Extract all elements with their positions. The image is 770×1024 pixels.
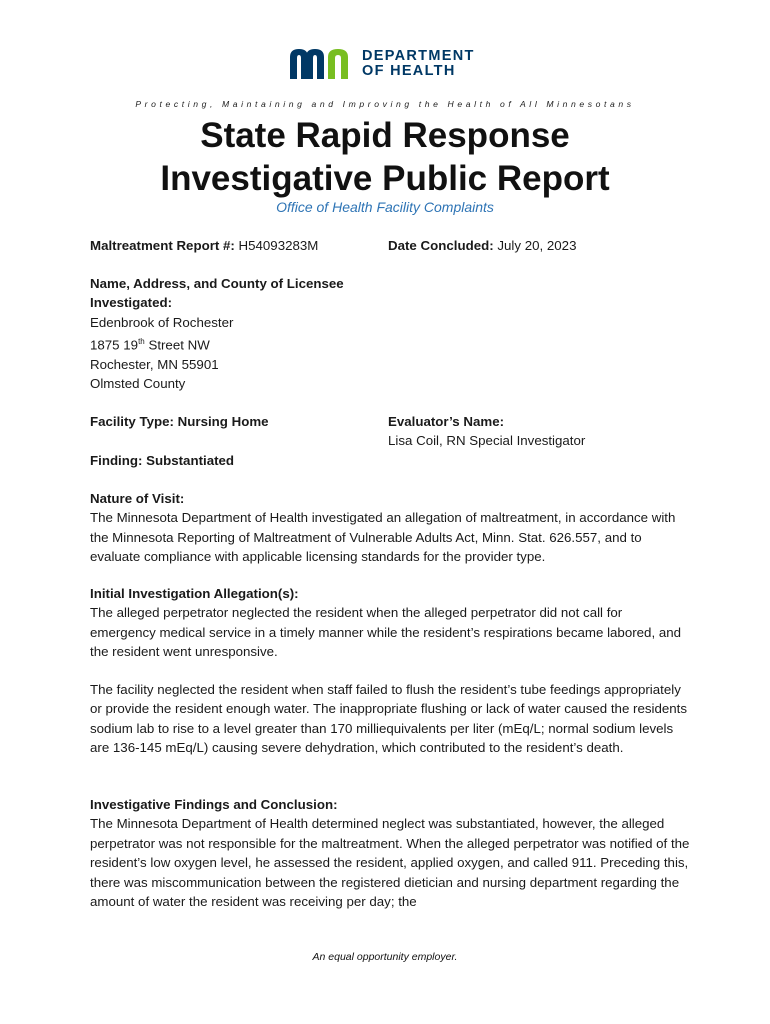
- date-concluded-label: Date Concluded:: [388, 238, 494, 253]
- findings-body: The Minnesota Department of Health determined neglect was substantiated, however, the alleged perpetrator was not responsible for the maltreatment. When the alleged perpetrator was notified of the resident’s low oxygen level, he assessed the resident, applied oxygen, and called 911. Preceding this, there was miscommunication between the registered dietician and nursing department regarding the amount of water the resident was receiving per day; the: [90, 816, 690, 910]
- nature-body: The Minnesota Department of Health investigated an allegation of maltreatment, in accordance with the Minnesota Reporting of Maltreatment of Vulnerable Adults Act, Minn. Stat. 626.557, and to evaluate compliance with applicable licensing standards for the provider type.: [90, 510, 676, 565]
- evaluator-name: Lisa Coil, RN Special Investigator: [388, 433, 586, 449]
- allegations-para-1: The alleged perpetrator neglected the resident when the alleged perpetrator did not call for emergency medical service in a timely manner while the resident’s respirations became labored, and the resident went unresponsive.: [90, 605, 682, 660]
- mdh-logo-mark-icon: [290, 49, 354, 79]
- nature-heading: Nature of Visit:: [90, 491, 185, 506]
- nature-of-visit: [90, 489, 690, 567]
- allegations-para-2: The facility neglected the resident when staff failed to flush the resident’s tube feedings appropriately or provide the resident enough water. The inappropriate flushing or lack of water caused the residents sodium lab to rise to a level greater than 170 milliequivalents per liter (mEq/L; normal sodium levels are 136-145 mEq/L) causing severe dehydration, which contributed to the resident’s death.: [90, 682, 687, 756]
- findings: [90, 795, 690, 911]
- licensee-street: [90, 332, 690, 355]
- licensee-block: [90, 274, 690, 394]
- street-number: 1875 19: [90, 337, 139, 353]
- logo-line-2: OF HEALTH: [362, 63, 456, 79]
- street-name: Street NW: [144, 337, 210, 353]
- report-number-label: Maltreatment Report #:: [90, 238, 235, 253]
- allegations: [90, 584, 690, 662]
- footer: An equal opportunity employer.: [312, 951, 458, 963]
- evaluator-label: Evaluator’s Name:: [388, 414, 505, 429]
- finding: Finding: Substantiated: [90, 453, 235, 468]
- title-line-1: State Rapid Response: [200, 116, 570, 155]
- date-concluded-value: July 20, 2023: [497, 238, 577, 253]
- facility-type: Facility Type: Nursing Home: [90, 414, 269, 429]
- allegations-2: [90, 680, 690, 758]
- date-concluded: [388, 236, 576, 255]
- logo-line-1: DEPARTMENT: [362, 48, 475, 64]
- licensee-label-1: Name, Address, and County of Licensee: [90, 276, 344, 291]
- logo-text: [362, 49, 475, 79]
- page-title: [0, 114, 770, 200]
- mdh-logo: [290, 48, 475, 80]
- licensee-city: Rochester, MN 55901: [90, 357, 219, 373]
- findings-heading: Investigative Findings and Conclusion:: [90, 797, 338, 812]
- report-number: [90, 236, 318, 255]
- title-line-2: Investigative Public Report: [160, 159, 610, 198]
- tagline: Protecting, Maintaining and Improving the Health of All Minnesotans: [135, 99, 635, 109]
- licensee-label-2: Investigated:: [90, 295, 173, 311]
- allegations-heading: Initial Investigation Allegation(s):: [90, 586, 299, 601]
- subtitle: Office of Health Facility Complaints: [276, 199, 494, 215]
- licensee-county: Olmsted County: [90, 376, 186, 392]
- street-suffix: th: [138, 337, 145, 347]
- evaluator-block: [388, 412, 585, 451]
- report-number-value: H54093283M: [238, 238, 319, 253]
- licensee-name: Edenbrook of Rochester: [90, 314, 234, 330]
